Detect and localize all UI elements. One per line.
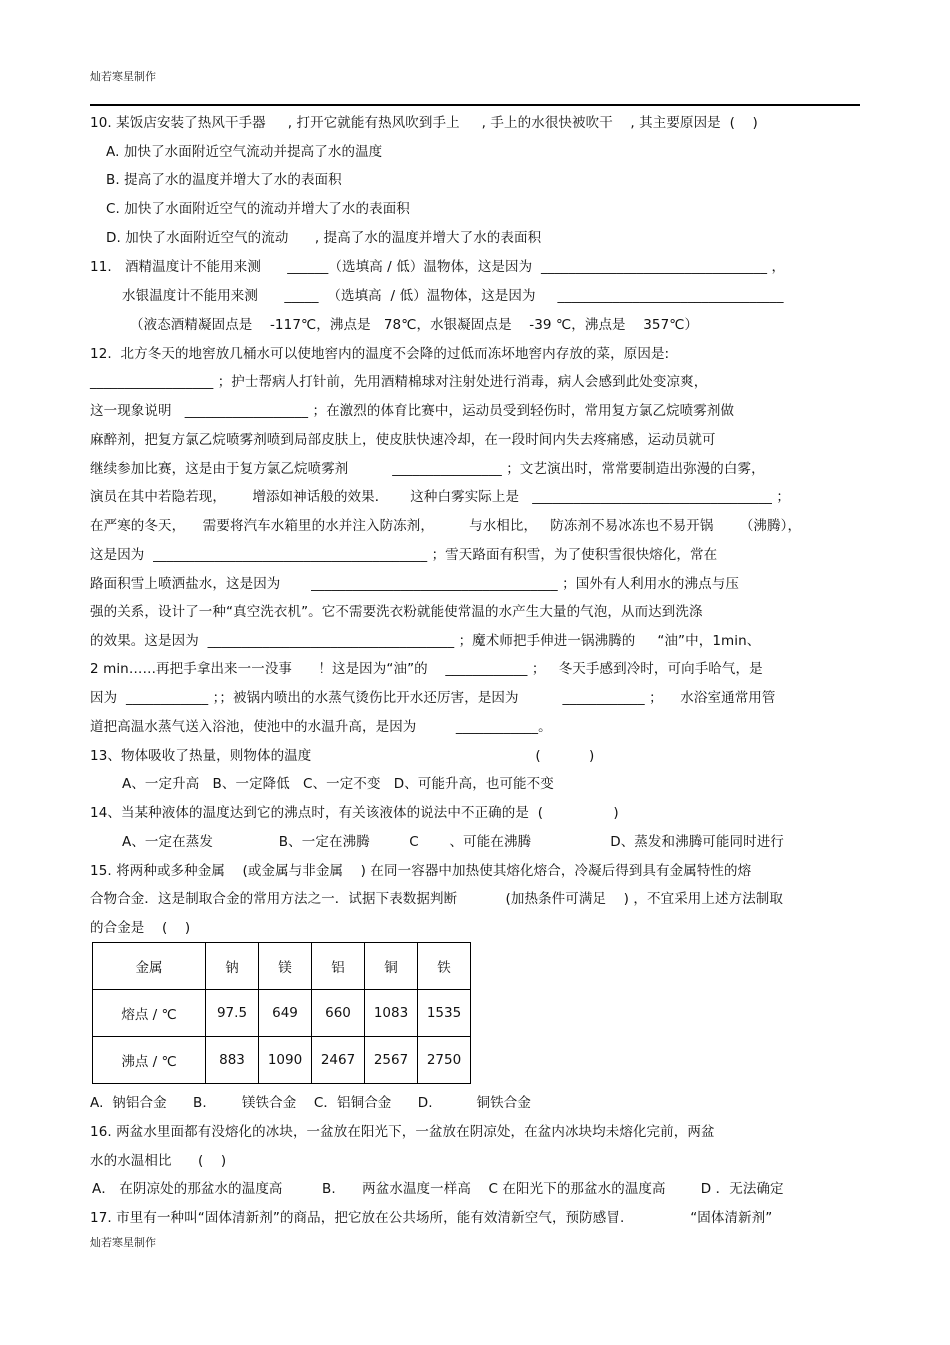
table-cell: 铁 (418, 943, 471, 990)
table-cell: 883 (206, 1037, 259, 1084)
q12-line-3: 这一现象说明 __________________ ；在激烈的体育比赛中，运动员受到轻伤时，常用复方氯乙烷喷雾剂做 (90, 403, 735, 419)
q12-line-4: 麻醉剂，把复方氯乙烷喷雾剂喷到局部皮肤上，使皮肤快速冷却，在一段时间内失去疼痛感，运动员就可 (90, 432, 716, 448)
q10-option-d: D. 加快了水面附近空气的流动 , 提高了水的温度并增大了水的表面积 (106, 230, 542, 246)
table-cell: 2567 (365, 1037, 418, 1084)
q15-line-1: 15. 将两种或多种金属 (或金属与非金属 ) 在同一容器中加热使其熔化熔合，冷凝后得到具有金属特性的熔 (90, 863, 752, 879)
q13-stem: 13、物体吸收了热量，则物体的温度 ( ) (90, 748, 595, 764)
table-row (93, 990, 471, 1037)
q16-options: A． 在阴凉处的那盆水的温度高 B. 两盆水温度一样高 C 在阳光下的那盆水的温度高 D ．无法确定 (92, 1181, 784, 1197)
q16-line-1: 16. 两盆水里面都有没熔化的冰块，一盆放在阳光下，一盆放在阴凉处，在盆内冰块均未熔化完前，两盆 (90, 1124, 715, 1140)
q12-line-8: 这是因为 ________________________________________ ；雪天路面有积雪，为了使积雪很快熔化，常在 (90, 547, 718, 563)
q15-options: A. 钠铝合金 B. 镁铁合金 C．铝铜合金 D. 铜铁合金 (90, 1095, 531, 1111)
table-cell: 2467 (312, 1037, 365, 1084)
q11-note: （液态酒精凝固点是 -117℃，沸点是 78℃，水银凝固点是 -39 ℃，沸点是 357℃） (130, 317, 699, 333)
q10-stem: 10. 某饭店安装了热风干手器 , 打开它就能有热风吹到手上 , 手上的水很快被吹干 , 其主要原因是 ( ) (90, 115, 758, 131)
table-cell: 沸点 / ℃ (93, 1037, 206, 1084)
table-cell: 熔点 / ℃ (93, 990, 206, 1037)
header-rule (90, 104, 860, 106)
q11-line-2: 水银温度计不能用来测 _____ （选填高 / 低）温物体，这是因为 _________________________________ (122, 288, 784, 304)
table-cell: 镁 (259, 943, 312, 990)
q12-line-5: 继续参加比赛，这是由于复方氯乙烷喷雾剂 ________________ ；文艺演出时，常常要制造出弥漫的白雾， (90, 461, 765, 477)
table-row (93, 1037, 471, 1084)
table-cell: 钠 (206, 943, 259, 990)
q12-line-14: 道把高温水蒸气送入浴池，使池中的水温升高，是因为 ____________。 (90, 719, 552, 735)
table-cell: 1535 (418, 990, 471, 1037)
q15-line-3: 的合金是 ( ) (90, 920, 191, 936)
table-cell: 铝 (312, 943, 365, 990)
q12-line-11: 的效果。这是因为 ____________________________________ ；魔术师把手伸进一锅沸腾的 “油”中，1min、 (90, 633, 761, 649)
q12-line-1: 12. 北方冬天的地窖放几桶水可以使地窖内的温度不会降的过低而冻坏地窖内存放的菜，原因是: (90, 346, 670, 362)
q17-line-1: 17. 市里有一种叫“固体清新剂”的商品，把它放在公共场所，能有效清新空气，预防感冒. “固体清新剂” (90, 1210, 773, 1226)
q12-line-10: 强的关系，设计了一种“真空洗衣机”。它不需要洗衣粉就能使常温的水产生大量的气泡，从而达到洗涤 (90, 604, 703, 620)
q12-line-13: 因为 ____________ ；；被锅内喷出的水蒸气烫伤比开水还厉害，是因为 ____________ ； 水浴室通常用管 (90, 690, 776, 706)
q12-line-9: 路面积雪上喷洒盐水，这是因为 ____________________________________ ；国外有人利用水的沸点与压 (90, 576, 739, 592)
metal-data-table (92, 942, 471, 1084)
q14-options: A、一定在蒸发 B、一定在沸腾 C 、可能在沸腾 D、蒸发和沸腾可能同时进行 (122, 834, 784, 850)
table-cell: 金属 (93, 943, 206, 990)
table-cell: 649 (259, 990, 312, 1037)
table-cell: 2750 (418, 1037, 471, 1084)
q10-option-a: A. 加快了水面附近空气流动并提高了水的温度 (106, 144, 383, 160)
q10-option-b: B. 提高了水的温度并增大了水的表面积 (106, 172, 342, 188)
table-cell: 660 (312, 990, 365, 1037)
q15-line-2: 合物合金．这是制取合金的常用方法之一．试据下表数据判断 (加热条件可满足 ) ，不宜采用上述方法制取 (90, 891, 783, 907)
q16-line-2: 水的水温相比 ( ) (90, 1153, 227, 1169)
table-cell: 铜 (365, 943, 418, 990)
table-cell: 97.5 (206, 990, 259, 1037)
q12-line-6: 演员在其中若隐若现， 增添如神话般的效果． 这种白雾实际上是 ___________________________________ ； (90, 489, 791, 505)
q12-line-12: 2 min……再把手拿出来一一没事 ！这是因为“油”的 ____________ ； 冬天手感到冷时，可向手哈气，是 (90, 661, 763, 677)
q12-line-2: __________________ ；护士帮病人打针前，先用酒精棉球对注射处进行消毒，病人会感到此处变凉爽， (90, 374, 708, 390)
q12-line-7: 在严寒的冬天， 需要将汽车水箱里的水并注入防冻剂， 与水相比， 防冻剂不易冰冻也不易开锅 （沸腾）， (90, 518, 802, 534)
header-watermark: 灿若寒星制作 (90, 70, 156, 83)
q13-options: A、一定升高 B、一定降低 C、一定不变 D、可能升高，也可能不变 (122, 776, 554, 792)
table-cell: 1083 (365, 990, 418, 1037)
q11-line-1: 11. 酒精温度计不能用来测 ______（选填高 / 低）温物体，这是因为 _________________________________ ， (90, 259, 786, 275)
q10-option-c: C. 加快了水面附近空气的流动并增大了水的表面积 (106, 201, 410, 217)
q14-stem: 14、当某种液体的温度达到它的沸点时，有关该液体的说法中不正确的是 ( ) (90, 805, 619, 821)
table-row (93, 943, 471, 990)
footer-watermark: 灿若寒星制作 (90, 1236, 156, 1249)
table-cell: 1090 (259, 1037, 312, 1084)
